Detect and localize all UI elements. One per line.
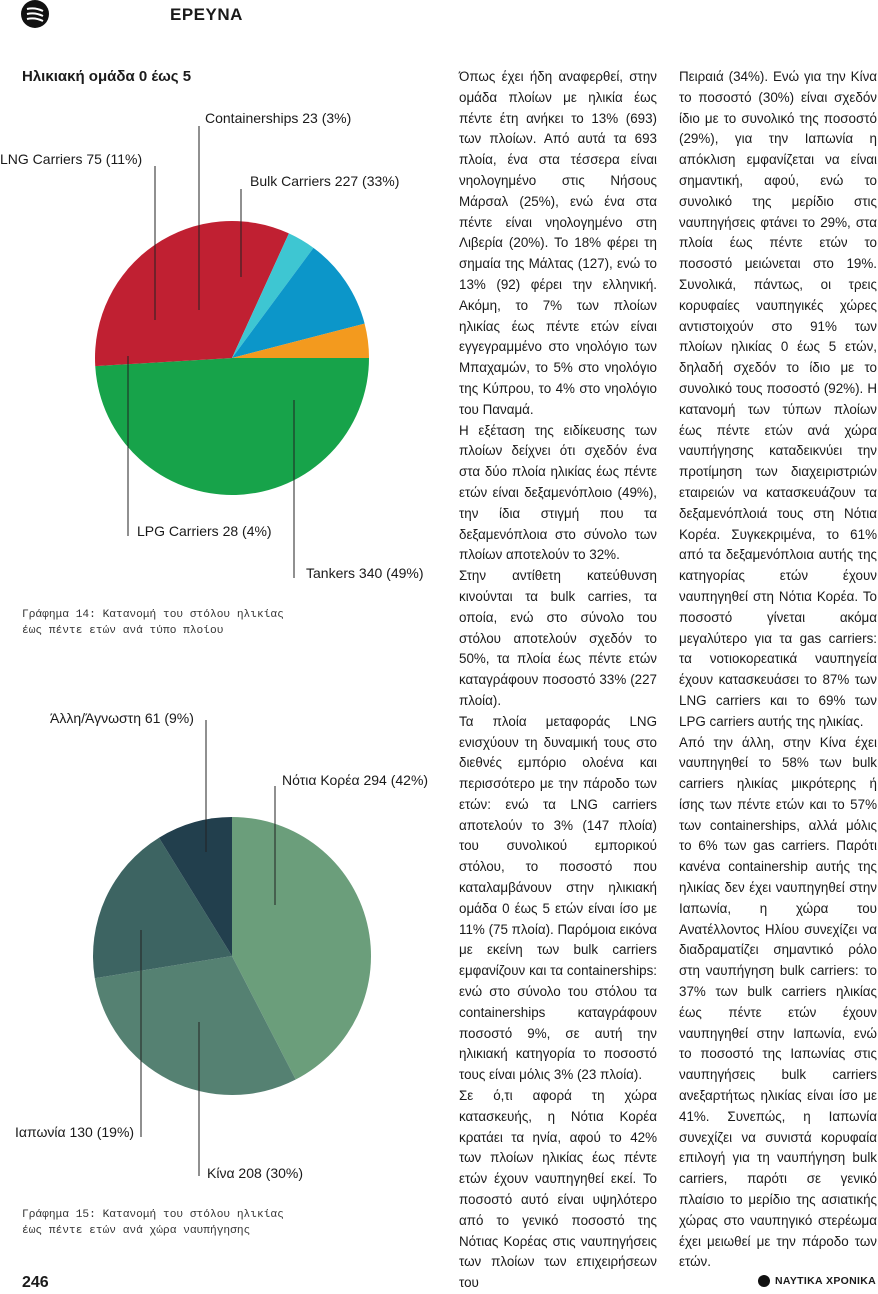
chart-2-caption: Γράφημα 15: Κατανομή του στόλου ηλικίας έως πέντε ετών ανά χώρα ναυπήγησης [22, 1209, 284, 1237]
paragraph: Τα πλοία μεταφοράς LNG ενισχύουν τη δυναμική τους στο διεθνές εμπόριο ολοένα και περισσότερο με την πάροδο των ετών: ενώ τα LNG carriers αποτελούν το 3% (147 πλοία) του συνολικού εμπορικού στόλου, το ποσοστό που καταλαμβάνουν στην ηλικιακή ομάδα 0 έως 5 ετών είναι ίσο με 11% (75 πλοία). Παρόμοια εικόνα με εκείνη των bulk carriers εμφανίζουν και τα containerships: ενώ στο σύνολο του στόλου τα containerships καταγράφουν ποσοστό 9%, σε αυτή την ηλικιακή κατηγορία το ποσοστό τους είναι μόλις 3% (23 πλοία). [459, 713, 657, 1083]
chart-1-caption: Γράφημα 14: Κατανομή του στόλου ηλικίας έως πέντε ετών ανά τύπο πλοίου [22, 609, 284, 637]
slice-label-ιαπωνία: Ιαπωνία 130 (19%) [15, 1124, 135, 1140]
slice-label-containerships: Containerships 23 (3%) [205, 110, 352, 126]
page-number: 246 [22, 1274, 49, 1291]
paragraph: Όπως έχει ήδη αναφερθεί, στην ομάδα πλοίων με ηλικία έως πέντε έτη ανήκει το 13% (693) των πλοίων. Από αυτά τα 693 πλοία, ένα στα τέσσερα είναι νηολογημένο στις Νήσους Μάρσαλ (25%), ενώ ένα στα πέντε είναι νηολογημένο στη Λιβερία (20%). Το 18% φέρει τη σημαία της Μάλτας (127), ενώ το 13% (92) φέρει την ελληνική. Ακόμη, το 7% των πλοίων ηλικίας έως πέντε ετών είναι εγγεγραμμένο στο νηολόγιο των Μπαχαμών, το 5% στο νηολόγιο της Κύπρου, το 4% στο νηολόγιο του Παναμά. [459, 69, 657, 417]
chart-1-title: Ηλικιακή ομάδα 0 έως 5 [22, 68, 192, 85]
slice-label-lng-carriers: LNG Carriers 75 (11%) [0, 151, 143, 167]
paragraph: Στην αντίθετη κατεύθυνση κινούνται τα bulk carries, τα οποία, ενώ στο σύνολο του στόλου αποτελούν σχεδόν το 50%, τα πλοία έως πέντε ετών καταγράφουν ποσοστό 33% (227 πλοία). [459, 568, 657, 708]
brand-logo-icon [758, 1275, 770, 1287]
paragraph: Πειραιά (34%). Ενώ για την Κίνα το ποσοστό (30%) είναι σχεδόν ίδιο με το συνολικό της ποσοστό (29%), για την Ιαπωνία η απόκλιση εμφανίζεται να είναι σημαντική, αφού, ενώ το συνολικό της μερίδιο στις ναυπηγήσεις φτάνει το 29%, στα πλοία έως πέντε ετών το ποσοστό μειώνεται στο 19%. Συνολικά, πάντως, οι τρεις κορυφαίες ναυπηγικές χώρες αντιστοιχούν στο 91% των πλοίων ηλικίας 0 έως 5 ετών, δηλαδή σχεδόν το ίδιο με το συνολικό τους ποσοστό (92%). Η κατανομή των τύπων πλοίων έως πέντε ετών ανά χώρα ναυπήγησης καταδεικνύει την προτίμηση των διαχειριστριών εταιρειών να κατασκευάζουν τα δεξαμενόπλοιά τους στη Νότια Κορέα. Συγκεκριμένα, το 61% από τα δεξαμενόπλοια αυτής της κατηγορίας ετών έχουν ναυπηγηθεί στη Νότια Κορέα. Το ποσοστό γίνεται ακόμα μεγαλύτερο για τα gas carriers: τα νοτιοκορεατικά ναυπηγεία έχουν κατασκευάσει το 87% των LNG carriers και το 69% των LPG carriers αυτής της ηλικίας. [679, 69, 877, 729]
brand-name: ΝΑΥΤΙΚΑ ΧΡΟΝΙΚΑ [775, 1275, 876, 1287]
slice-label-κίνα: Κίνα 208 (30%) [207, 1165, 304, 1181]
slice-label-lpg-carriers: LPG Carriers 28 (4%) [137, 523, 272, 539]
body-column-1 [459, 67, 657, 1294]
section-title: ΕΡΕΥΝΑ [170, 5, 243, 24]
paragraph: Από την άλλη, στην Κίνα έχει ναυπηγηθεί το 58% των bulk carriers ηλικίας μικρότερης ή ίσης των πέντε ετών και το 57% των containerships, αλλά μόλις το 6% των gas carriers. Παρότι κανένα containership αυτής της ηλικίας δεν έχει ναυπηγηθεί στην Ιαπωνία, η χώρα του Ανατέλλοντος Ηλίου συνεχίζει να διαδραματίζει σημαντικό ρόλο στη ναυπήγηση bulk carriers: το 37% των bulk carriers ηλικίας έως πέντε ετών έχουν ναυπηγηθεί στην Ιαπωνία, ενώ το ποσοστό της Ιαπωνίας στις ναυπηγήσεις bulk carriers ανεξαρτήτως ηλικίας είναι ίσο με 41%. Συνεπώς, η Ιαπωνία συνεχίζει να συνιστά κορυφαία επιλογή για τη ναυπήγηση bulk carriers, παρότι σε γενικό πλαίσιο το μερίδιο της ασιατικής χώρας στο ναυπηγικό στερέωμα έχει μειωθεί με την πάροδο των ετών. [679, 734, 877, 1270]
footer-brand [758, 1275, 876, 1287]
slice-label-bulk-carriers: Bulk Carriers 227 (33%) [250, 173, 400, 189]
paragraph: Σε ό,τι αφορά τη χώρα κατασκευής, η Νότια Κορέα κρατάει τα ηνία, αφού το 42% των πλοίων ηλικίας έως πέντε ετών έχουν ναυπηγηθεί εκεί. Το ποσοστό αυτό είναι υψηλότερο από το γενικό ποσοστό της Νότιας Κορέας στις ναυπηγήσεις των πλοίων των επιχειρήσεων του [459, 1088, 657, 1291]
slice-label-άλλη-άγνωστη: Άλλη/Άγνωστη 61 (9%) [50, 710, 194, 726]
paragraph: Η εξέταση της ειδίκευσης των πλοίων δείχνει ότι σχεδόν ένα στα δύο πλοία ηλικίας έως πέντε ετών είναι δεξαμενόπλοιο (49%), την ίδια στιγμή που τα δεξαμενόπλοια στο σύνολο των πλοίων αποτελούν το 32%. [459, 422, 657, 563]
chart-2-pie [0, 0, 450, 1200]
body-column-2 [679, 67, 877, 1273]
slice-label-νότια-κορέα: Νότια Κορέα 294 (42%) [282, 772, 429, 788]
slice-label-tankers: Tankers 340 (49%) [306, 565, 424, 581]
